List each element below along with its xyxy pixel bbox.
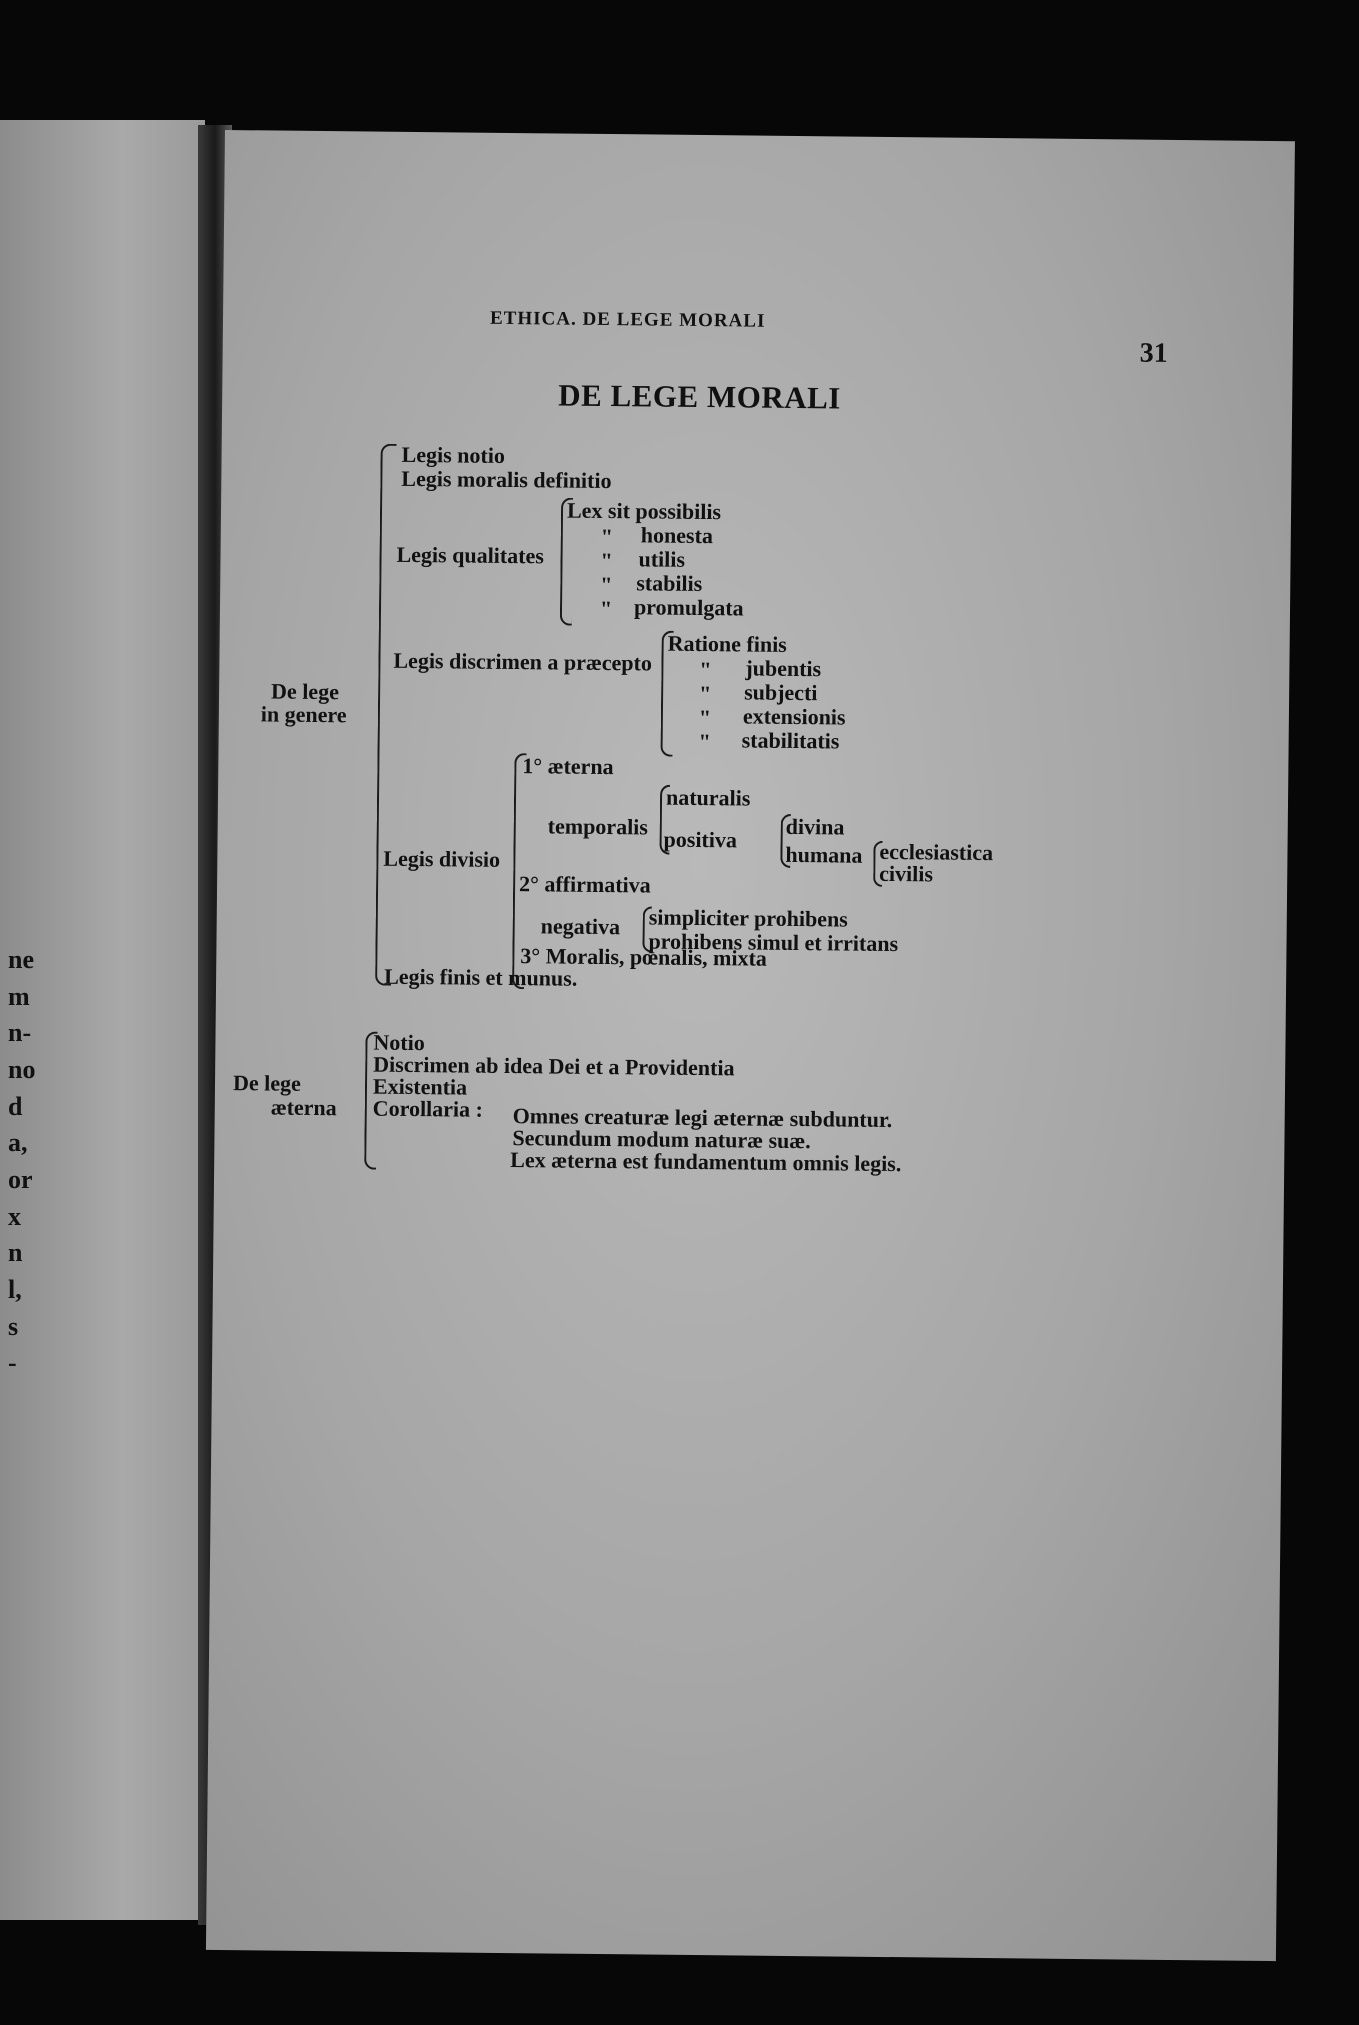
corollaria-item: Lex æterna est fundamentum omnis legis. — [510, 1147, 902, 1177]
qualitates-item: promulgata — [633, 594, 744, 621]
outline-item: Legis moralis definitio — [401, 465, 612, 494]
divisio-item: simpliciter prohibens — [648, 904, 848, 932]
margin-text: l, — [8, 1275, 22, 1304]
margin-text: ne — [8, 945, 34, 974]
qualitates-item: utilis — [638, 546, 686, 572]
margin-text: - — [8, 1348, 17, 1377]
section-label: De lege — [232, 1070, 301, 1096]
divisio-item: 3° Moralis, pœnalis, mixta — [520, 943, 768, 971]
divisio-item: humana — [785, 841, 863, 868]
discrimen-label: Legis discrimen a præcepto — [393, 647, 653, 676]
divisio-item: prohibens simul et irritans — [648, 928, 899, 957]
section-label: æterna — [270, 1094, 337, 1121]
divisio-item: ecclesiastica — [879, 838, 994, 866]
divisio-item: positiva — [663, 826, 738, 853]
corollaria-item: Omnes creaturæ legi æternæ subduntur. — [512, 1103, 893, 1133]
margin-text: x — [8, 1202, 21, 1231]
main-brace — [375, 444, 397, 986]
outline-item: Existentia — [372, 1073, 468, 1100]
divisio-item: civilis — [879, 860, 934, 887]
outline-item: Notio — [373, 1029, 425, 1056]
margin-text: n — [8, 1238, 23, 1267]
margin-text: no — [8, 1055, 36, 1084]
qualitates-item: Lex sit possibilis — [566, 497, 722, 525]
divisio-label: Legis divisio — [383, 845, 501, 872]
corollaria-label: Corollaria : — [372, 1095, 484, 1122]
margin-text: m — [8, 982, 30, 1011]
margin-text: n- — [8, 1018, 32, 1047]
divisio-item: naturalis — [665, 784, 751, 811]
divisio-item: temporalis — [547, 813, 649, 840]
discrimen-item: extensionis — [742, 703, 846, 730]
running-title: ETHICA. DE LEGE MORALI — [489, 307, 766, 332]
corollaria-item: Secundum modum naturæ suæ. — [512, 1125, 811, 1154]
discrimen-item: stabilitatis — [741, 727, 840, 754]
left-page-fragment — [0, 120, 205, 1920]
page-number: 31 — [1139, 337, 1168, 369]
section-label: De lege — [270, 678, 340, 705]
outline-item: Legis notio — [401, 441, 506, 468]
section-label: in genere — [260, 701, 347, 728]
margin-text: s — [8, 1312, 19, 1341]
qualitates-label: Legis qualitates — [396, 541, 544, 569]
divisio-item: 1° æterna — [522, 753, 614, 780]
page-title: DE LEGE MORALI — [558, 377, 842, 416]
divisio-item: divina — [785, 813, 845, 840]
margin-text: a, — [8, 1128, 28, 1157]
qualitates-item: honesta — [640, 522, 714, 549]
margin-text: d — [8, 1092, 23, 1121]
outline-item: Legis finis et munus. — [384, 963, 578, 991]
margin-text: or — [8, 1165, 33, 1194]
book-page — [206, 130, 1295, 1961]
discrimen-item: Ratione finis — [667, 630, 787, 657]
divisio-item: negativa — [540, 913, 621, 940]
section-de-lege-in-genere: De lege in genere Legis notio Legis moralis definitio Legis qualitates Lex sit possibilis honesta utilis stabilis promulgata " " " " Legis discrimen a præcepto Ratione finis jubentis subjecti extensionis stabilitatis " " " " Legis divisio 1° æterna temporalis naturalis positiva divina humana ecclesiastica civilis 2° affirmativa negativa simpliciter prohibens prohibens simul et irritans 3° Moralis, pœnalis, mixta Legis finis et munus. — [260, 441, 994, 991]
discrimen-item: subjecti — [744, 679, 818, 706]
qualitates-item: stabilis — [636, 570, 703, 597]
outline-item: Discrimen ab idea Dei et a Providentia — [373, 1051, 735, 1081]
discrimen-item: jubentis — [745, 655, 822, 682]
divisio-item: 2° affirmativa — [518, 871, 651, 898]
